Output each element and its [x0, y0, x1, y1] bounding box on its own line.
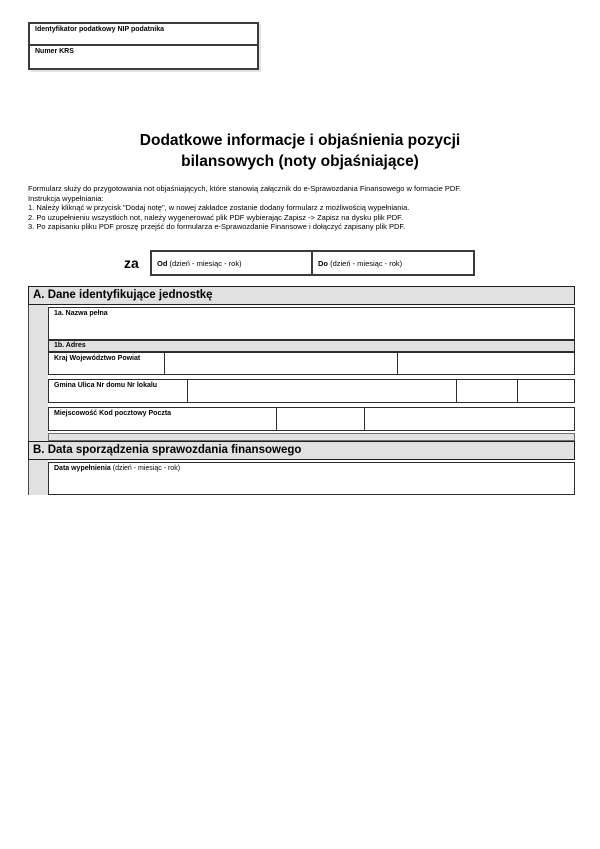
- nazwa-pelna-label: 1a. Nazwa pełna: [54, 310, 108, 317]
- row-gmina-ulica-nr: [48, 379, 575, 403]
- period-za-label: za: [124, 255, 139, 271]
- page-title: [0, 130, 600, 172]
- krs-field[interactable]: [30, 46, 257, 68]
- data-wypelnienia-label-bold: Data wypełnienia: [54, 465, 111, 472]
- nip-label: Identyfikator podatkowy NIP podatnika: [35, 26, 165, 33]
- page-title-line-2: bilansowych (noty objaśniające): [181, 153, 419, 170]
- gmina-label-field[interactable]: [49, 380, 187, 402]
- section-a-footer-strip: [48, 433, 575, 441]
- subheader-adres: [48, 340, 575, 352]
- period-do-hint: (dzień - miesiąc - rok): [328, 259, 403, 268]
- miejscowosc-label: Miejscowość Kod pocztowy Poczta: [54, 410, 172, 417]
- period-od-field[interactable]: [152, 252, 311, 274]
- field-data-wypelnienia[interactable]: [48, 462, 575, 495]
- instructions-heading: Instrukcja wypełniania:: [28, 193, 104, 203]
- instruction-step-1: 1. Należy kliknąć w przycisk "Dodaj notę", w nowej zakładce zostanie dodany formularz z możliwością wypełniania.: [28, 203, 410, 213]
- section-a-left-strip: [28, 305, 48, 441]
- period-od-hint: (dzień - miesiąc - rok): [167, 259, 242, 268]
- wojewodztwo-field[interactable]: [164, 353, 397, 374]
- page-title-line-1: Dodatkowe informacje i objaśnienia pozycji: [139, 132, 461, 149]
- nr-lokalu-field[interactable]: [517, 380, 574, 402]
- poczta-field[interactable]: [364, 408, 574, 430]
- nip-field[interactable]: [30, 24, 257, 46]
- instruction-step-2: 2. Po uzupełnieniu wszystkich not, należy wygenerować plik PDF wybierając Zapisz -> Zapisz na dysku plik PDF.: [28, 212, 403, 222]
- kraj-label: Kraj Województwo Powiat: [54, 355, 141, 362]
- krs-label: Numer KRS: [35, 48, 74, 55]
- nr-domu-field[interactable]: [456, 380, 517, 402]
- form-description: Formularz służy do przygotowania not objaśniających, które stanowią załącznik do e-Sprawozdania Finansowego w formacie PDF.: [28, 184, 462, 193]
- period-do-label: Do: [318, 259, 328, 268]
- section-b-left-strip: [28, 460, 48, 495]
- taxpayer-id-box: [28, 22, 259, 70]
- miejscowosc-label-field[interactable]: [49, 408, 276, 430]
- kraj-label-field[interactable]: [49, 353, 164, 374]
- section-a-header: A. Dane identyfikujące jednostkę: [28, 286, 575, 305]
- gmina-label: Gmina Ulica Nr domu Nr lokalu: [54, 382, 158, 389]
- instruction-step-3: 3. Po zapisaniu pliku PDF proszę przejść do formularza e-Sprawozdanie Finansowe i dołączyć zapisany plik PDF.: [28, 222, 406, 232]
- data-wypelnienia-hint: (dzień - miesiąc - rok): [110, 465, 181, 472]
- form-description-block: [28, 184, 576, 232]
- row-kraj-wojewodztwo-powiat: [48, 352, 575, 375]
- ulica-field[interactable]: [187, 380, 456, 402]
- field-nazwa-pelna[interactable]: [48, 307, 575, 340]
- data-wypelnienia-label: [49, 463, 574, 473]
- period-box: [150, 250, 475, 276]
- section-b-header: B. Data sporządzenia sprawozdania finansowego: [28, 441, 575, 460]
- period-od-label: Od: [157, 259, 168, 268]
- powiat-field[interactable]: [397, 353, 574, 374]
- adres-label: 1b. Adres: [54, 342, 86, 349]
- kod-pocztowy-field[interactable]: [276, 408, 364, 430]
- period-do-field[interactable]: [311, 252, 473, 274]
- row-miejscowosc-kod-poczta: [48, 407, 575, 431]
